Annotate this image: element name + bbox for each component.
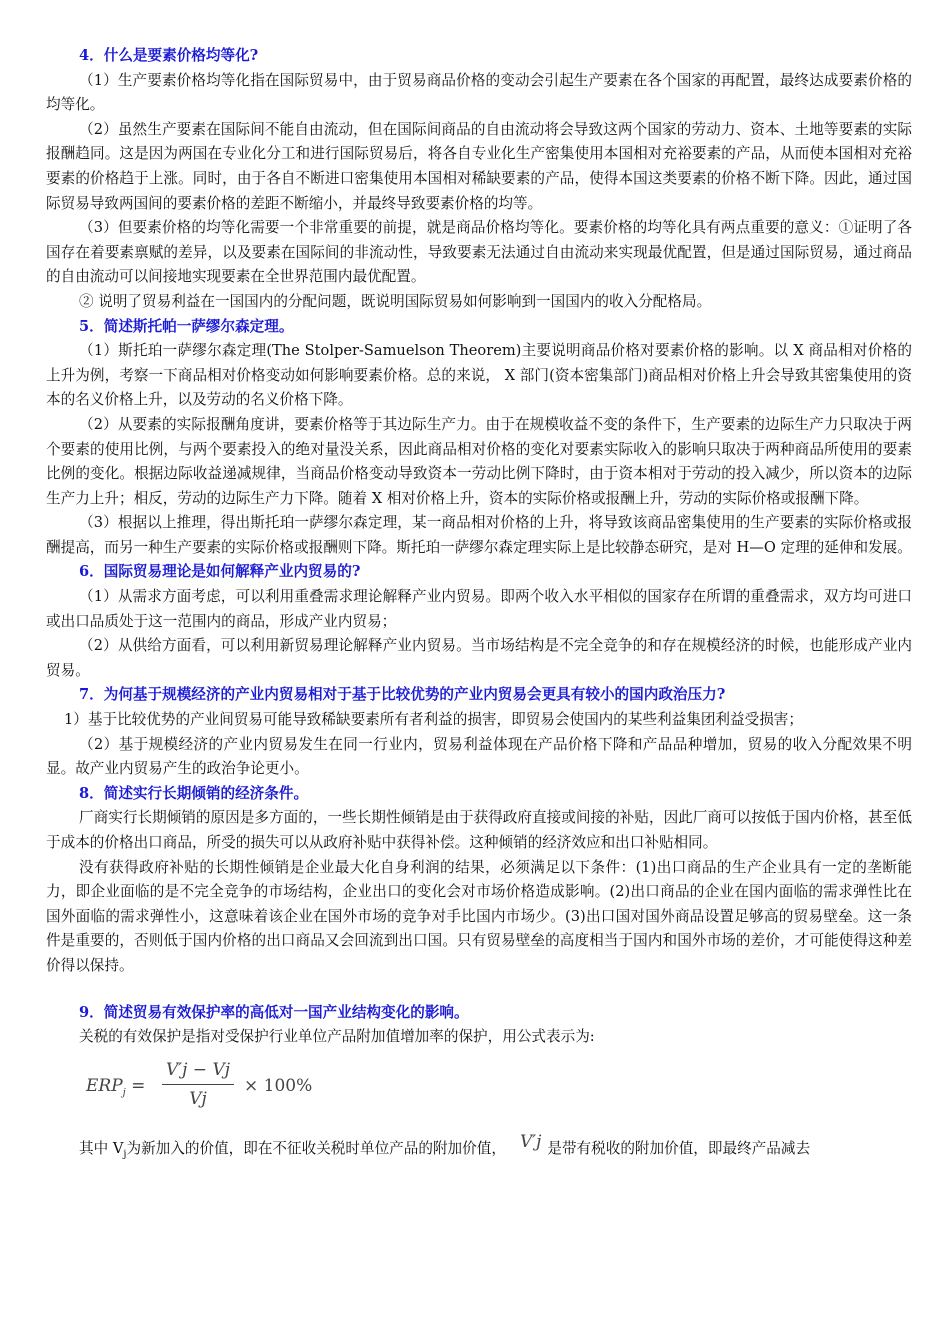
formula-lhs-text: ERP	[86, 1075, 123, 1096]
document-page	[46, 44, 912, 1167]
heading-q9: 9．简述贸易有效保护率的高低对一国产业结构变化的影响。	[79, 1003, 469, 1021]
heading-q4: 4．什么是要素价格均等化?	[79, 47, 259, 64]
paragraph: （2）基于规模经济的产业内贸易发生在同一行业内，贸易利益体现在产品价格下降和产品品种增加，贸易的收入分配效果不明显。故产业内贸易产生的政治争论更小。	[46, 735, 912, 778]
formula-equals: =	[131, 1075, 146, 1096]
paragraph: 关税的有效保护是指对受保护行业单位产品附加值增加率的保护，用公式表示为:	[79, 1028, 595, 1046]
subscript: j	[123, 1148, 127, 1160]
heading-q5: 5．简述斯托帕一萨缪尔森定理。	[79, 317, 294, 335]
paragraph: ② 说明了贸易利益在一国国内的分配问题，既说明国际贸易如何影响到一国国内的收入分配格局。	[79, 292, 712, 310]
paragraph: 1）基于比较优势的产业间贸易可能导致稀缺要素所有者利益的损害，即贸易会使国内的某些利益集团利益受损害；	[64, 711, 803, 729]
paragraph: （1）生产要素价格均等化指在国际贸易中，由于贸易商品价格的变动会引起生产要素在各个国家的再配置，最终达成要素价格的均等化。	[46, 71, 912, 114]
formula-lhs-sub: j	[122, 1087, 126, 1099]
vprime-symbol: V′j	[519, 1131, 542, 1152]
paragraph: （2）从要素的实际报酬角度讲，要素价格等于其边际生产力。由于在规模收益不变的条件下，生产要素的边际生产力只取决于两个要素的使用比例，与两个要素投入的绝对量没关系，因此商品相对价格的变化对要素实际收入的影响只取决于两种商品所使用的要素比例的变化。根据边际收益递减规律，当商品价格变动导致资本一劳动比例下降时，由于资本相对于劳动的投入减少，所以资本的边际生产力上升；相反，劳动的边际生产力下降。随着 X 相对价格上升，资本的实际价格或报酬上升，劳动的实际价格或报酬下降。	[46, 415, 912, 507]
paragraph: 没有获得政府补贴的长期性倾销是企业最大化自身利润的结果，必须满足以下条件：(1)出口商品的生产企业具有一定的垄断能力，即企业面临的是不完全竞争的市场结构，企业出口的变化会对市场价格造成影响。(2)出口商品的企业在国内面临的需求弹性比在国外面临的需求弹性小，这意味着该企业在国外市场的竞争对手比国内市场少。(3)出口国对国外商品设置足够高的贸易壁垒。这一条件是重要的，否则低于国内价格的出口商品又会回流到出口国。只有贸易壁垒的高度相当于国内和国外市场的差价，才可能使得这种差价得以保持。	[46, 858, 912, 974]
paragraph: 厂商实行长期倾销的原因是多方面的，一些长期性倾销是由于获得政府直接或间接的补贴，因此厂商可以按低于国内价格，甚至低于成本的价格出口商品，所受的损失可以从政府补贴中获得补偿。这种倾销的经济效应和出口补贴相同。	[46, 809, 912, 851]
formula-multiplier: × 100%	[244, 1075, 313, 1096]
formula-lhs	[86, 1074, 145, 1106]
paragraph: （1）斯托珀一萨缪尔森定理(The Stolper-Samuelson Theorem)主要说明商品价格对要素价格的影响。以 X 商品相对价格的上升为例，考察一下商品相对价格变动如何影响要素价格。总的来说， X 部门(资本密集部门)商品相对价格上升会导致其密集使用的资本的名义价格上升，以及劳动的名义价格下降。	[46, 342, 912, 409]
formula-denominator: Vj	[189, 1089, 207, 1110]
heading-q6: 6．国际贸易理论是如何解释产业内贸易的?	[79, 563, 361, 581]
paragraph: （2）从供给方面看，可以利用新贸易理论解释产业内贸易。当市场结构是不完全竞争的和存在规模经济的时候，也能形成产业内贸易。	[46, 637, 912, 679]
text-fragment: 是带有税收的附加价值，即最终产品减去	[547, 1139, 811, 1157]
text-fragment: 其中 V	[79, 1139, 124, 1157]
paragraph-last	[46, 1131, 912, 1168]
heading-q8: 8．简述实行长期倾销的经济条件。	[79, 784, 309, 802]
spacer	[46, 979, 912, 1001]
paragraph: （3）根据以上推理，得出斯托珀一萨缪尔森定理，某一商品相对价格的上升，将导致该商品密集使用的生产要素的实际价格或报酬提高，而另一种生产要素的实际价格或报酬则下降。斯托珀一萨缪尔森定理实际上是比较静态研究，是对 H—O 定理的延伸和发展。	[46, 514, 912, 556]
erp-formula	[86, 1056, 912, 1116]
text-fragment: 为新加入的价值，即在不征收关税时单位产品的附加价值，	[126, 1139, 506, 1157]
paragraph: （3）但要素价格的均等化需要一个非常重要的前提，就是商品价格均等化。要素价格的均等化具有两点重要的意义：①证明了各国存在着要素禀赋的差异，以及要素在国际间的非流动性，导致要素无法通过自由流动来实现最优配置，但是通过国际贸易，通过商品的自由流动可以间接地实现要素在全世界范围内最优配置。	[46, 219, 912, 286]
formula-numerator: V′j − Vj	[162, 1058, 234, 1086]
heading-q7: 7．为何基于规模经济的产业内贸易相对于基于比较优势的产业内贸易会更具有较小的国内政治压力?	[79, 686, 726, 704]
formula-fraction	[162, 1058, 234, 1112]
paragraph: （1）从需求方面考虑，可以利用重叠需求理论解释产业内贸易。即两个收入水平相似的国家存在所谓的重叠需求，双方均可进口或出口品质处于这一范围内的商品，形成产业内贸易；	[46, 588, 912, 630]
paragraph: （2）虽然生产要素在国际间不能自由流动，但在国际间商品的自由流动将会导致这两个国家的劳动力、资本、土地等要素的实际报酬趋同。这是因为两国在专业化分工和进行国际贸易后，将各自专业化生产密集使用本国相对充裕要素的产品，从而使本国相对充裕要素的价格趋于上涨。同时，由于各自不断进口密集使用本国相对稀缺要素的产品，使得本国这类要素的价格不断下降。因此，通过国际贸易导致两国间的要素价格的差距不断缩小，并最终导致要素价格的均等。	[46, 120, 912, 212]
